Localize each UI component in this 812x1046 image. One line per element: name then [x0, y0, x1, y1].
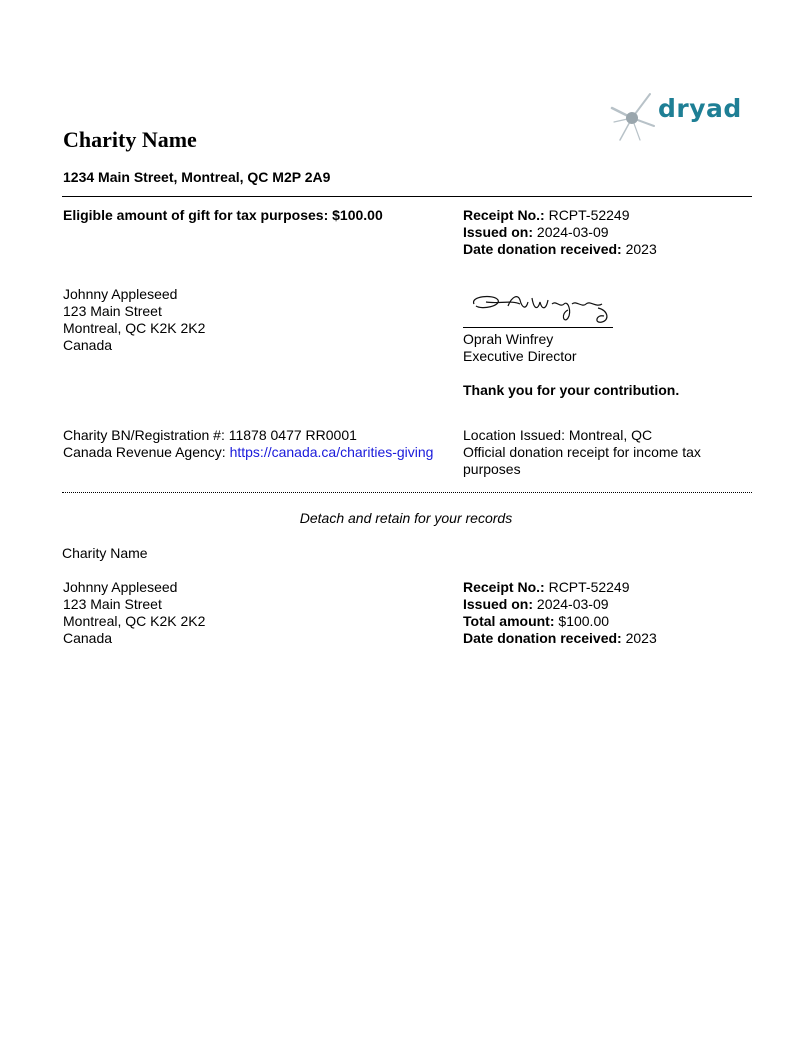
charity-registration-info [63, 427, 433, 461]
receipt-details [463, 207, 657, 258]
stub-issued-on-date: 2024-03-09 [536, 596, 609, 612]
donor-country: Canada [63, 337, 113, 353]
cra-link[interactable]: https://canada.ca/charities-giving [229, 444, 434, 460]
receipt-number-row: Receipt No.: RCPT-52249 [463, 207, 630, 223]
cra-row: Canada Revenue Agency: https://canada.ca/charities-giving [63, 444, 434, 460]
stub-donor-name: Johnny Appleseed [63, 579, 178, 595]
stub-charity-name: Charity Name [62, 545, 148, 561]
stub-total-amount: $100.00 [558, 613, 610, 629]
signatory-name: Oprah Winfrey [463, 331, 554, 347]
donor-city: Montreal, QC K2K 2K2 [63, 320, 206, 336]
bn-registration: Charity BN/Registration #: 11878 0477 RR0001 [63, 427, 357, 443]
issued-on-date: 2024-03-09 [536, 224, 609, 240]
stub-issued-on-row: Issued on: 2024-03-09 [463, 596, 609, 612]
stub-donor-street: 123 Main Street [63, 596, 162, 612]
date-received-value: 2023 [625, 241, 657, 257]
dryad-logo [610, 92, 740, 144]
donor-street: 123 Main Street [63, 303, 162, 319]
signatory-title: Executive Director [463, 348, 577, 364]
stub-receipt-number: RCPT-52249 [548, 579, 630, 595]
eligible-amount: Eligible amount of gift for tax purposes: $100.00 [63, 207, 383, 223]
header-divider [62, 196, 752, 197]
stub-donor-country: Canada [63, 630, 113, 646]
official-receipt-line-2: purposes [463, 461, 521, 477]
stub-receipt-details [463, 579, 657, 647]
stub-donor-city: Montreal, QC K2K 2K2 [63, 613, 206, 629]
issued-on-row: Issued on: 2024-03-09 [463, 224, 609, 240]
charity-name-title: Charity Name [63, 127, 197, 152]
location-issued: Location Issued: Montreal, QC [463, 427, 653, 443]
stub-date-received-row: Date donation received: 2023 [463, 630, 657, 646]
receipt-location-info [463, 427, 701, 478]
receipt-number: RCPT-52249 [548, 207, 630, 223]
signature-line [463, 327, 613, 328]
stub-receipt-number-row: Receipt No.: RCPT-52249 [463, 579, 630, 595]
detach-divider [62, 492, 752, 493]
donor-address [63, 286, 205, 354]
detach-note: Detach and retain for your records [299, 510, 513, 526]
signature-icon [468, 290, 618, 330]
stub-total-amount-row: Total amount: $100.00 [463, 613, 610, 629]
thank-you-message: Thank you for your contribution. [463, 382, 680, 398]
charity-address: 1234 Main Street, Montreal, QC M2P 2A9 [63, 169, 331, 185]
signatory-block [463, 331, 577, 365]
official-receipt-line-1: Official donation receipt for income tax [463, 444, 701, 460]
stub-donor-address [63, 579, 205, 647]
stub-date-received-value: 2023 [625, 630, 657, 646]
date-received-row: Date donation received: 2023 [463, 241, 657, 257]
donor-name: Johnny Appleseed [63, 286, 178, 302]
logo-wordmark: dryad [658, 94, 742, 123]
